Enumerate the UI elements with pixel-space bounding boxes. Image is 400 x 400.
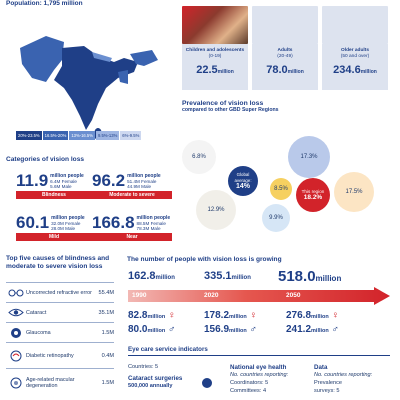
data-head: Data: [314, 364, 328, 371]
category-moderate: 96.2 million people 51.4M Female 44.9M Male Moderate to severe: [92, 172, 172, 199]
countries-count: Countries: 5: [128, 364, 159, 370]
data-sub: No. countries reporting:: [314, 372, 373, 378]
bubble: 17.3%: [288, 136, 330, 178]
legend-item: 20%-23.5%: [18, 133, 40, 138]
eye-care-divider: [128, 355, 390, 356]
prevalence-title: Prevalence of vision loss compared to other GBD Super Regions: [182, 100, 279, 113]
category-bar: Near: [92, 233, 172, 241]
female-icon: ♀: [167, 310, 176, 321]
year-1990: 1990: [132, 292, 147, 299]
glaucoma-icon: [6, 326, 26, 340]
age-box-adults: [252, 44, 318, 90]
glasses-icon: [6, 286, 26, 300]
age-label: Older adults (50 and over): [340, 48, 370, 59]
year-2050: 2050: [286, 292, 301, 299]
male-1990: 80.0million ♂: [128, 324, 176, 335]
map-region-bangladesh: [118, 70, 128, 84]
national-sub: No. countries reporting:: [230, 372, 289, 378]
legend-item: 6%-9.5%: [122, 133, 140, 138]
male-icon: ♂: [249, 324, 258, 335]
eye-care-title: Eye care service indicators: [128, 346, 208, 353]
retina-icon: [6, 349, 26, 363]
age-box-children: [182, 44, 248, 90]
age-box-older: [322, 44, 388, 90]
macula-icon: [6, 376, 26, 390]
total-2020: 335.1million: [204, 270, 251, 282]
age-value: 78.0million: [266, 64, 304, 76]
map-legend: [16, 131, 141, 140]
male-2020: 156.9million ♂: [204, 324, 258, 335]
bubble: 6.8%: [182, 140, 216, 174]
category-bar: Moderate to severe: [92, 191, 172, 199]
growth-arrow: [128, 287, 390, 305]
male-2050: 241.2million ♂: [286, 324, 340, 335]
children-photo: [182, 6, 248, 44]
female-icon: ♀: [331, 310, 340, 321]
category-blindness: 11.9 million people 6.4M Female 5.6M Male Blindness: [16, 172, 92, 199]
causes-title: Top five causes of blindness and moderate to severe vision loss: [6, 255, 110, 270]
committees: Committees: 4: [230, 388, 267, 394]
category-near: 166.8 million people 88.5M Female 78.3M Male Near: [92, 213, 171, 240]
this-region-bubble: This region 18.2%: [296, 178, 330, 212]
male-icon: ♂: [331, 324, 340, 335]
age-label: Children and adolescents (0-19): [185, 48, 245, 59]
category-mild: 60.1 million people 32.0M Female 28.0M Male Mild: [16, 214, 92, 241]
prevalence-label: Prevalence: [314, 380, 342, 386]
prevalence-surveys: surveys: 5: [314, 388, 340, 394]
total-1990: 162.8million: [128, 270, 175, 282]
legend-item: 9.5%-13%: [97, 133, 118, 138]
cause-row: Diabetic retinopathy 0.4M: [6, 342, 114, 368]
population-label: Population: 1,795 million: [6, 0, 83, 7]
cause-row: Uncorrected refractive error 55.4M: [6, 282, 114, 302]
bubble: 8.5%: [270, 178, 292, 200]
female-icon: ♀: [249, 310, 258, 321]
female-2020: 178.2million ♀: [204, 310, 258, 321]
female-2050: 276.8million ♀: [286, 310, 340, 321]
total-2050: 518.0million: [278, 268, 342, 285]
global-average-bubble: Global average: 14%: [228, 166, 258, 196]
cause-row: Cataract 35.1M: [6, 302, 114, 322]
cause-row: Age-related macular degeneration 1.5M: [6, 368, 114, 396]
map-region-india: [54, 46, 138, 130]
region-map: [6, 8, 172, 146]
eye-icon: [6, 306, 26, 320]
older-adults-photo: [322, 6, 388, 44]
cataract-head: Cataract surgeries: [128, 375, 183, 382]
eye-care-dot: [202, 378, 212, 388]
female-1990: 82.8million ♀: [128, 310, 176, 321]
male-icon: ♂: [167, 324, 176, 335]
national-head: National eye health: [230, 364, 287, 371]
age-label: Adults (20-49): [277, 48, 293, 59]
bubble: 12.9%: [196, 190, 236, 230]
categories-title: Categories of vision loss: [6, 156, 85, 163]
legend-item: 13%-16.5%: [71, 133, 93, 138]
coordinators: Coordinators: 5: [230, 380, 269, 386]
legend-item: 16.5%-20%: [44, 133, 67, 138]
cataract-value: 500,000 annually: [128, 383, 173, 389]
adults-photo: [252, 6, 318, 44]
category-bar: Mild: [16, 233, 92, 241]
growth-title: The number of people with vision loss is growing: [127, 256, 282, 263]
bubble: 17.5%: [334, 172, 374, 212]
bubble: 9.9%: [262, 204, 290, 232]
age-value: 22.5million: [196, 64, 234, 76]
cause-row: Glaucoma 1.5M: [6, 322, 114, 342]
year-2020: 2020: [204, 292, 219, 299]
category-bar: Blindness: [16, 191, 92, 199]
age-value: 234.6million: [333, 64, 377, 76]
